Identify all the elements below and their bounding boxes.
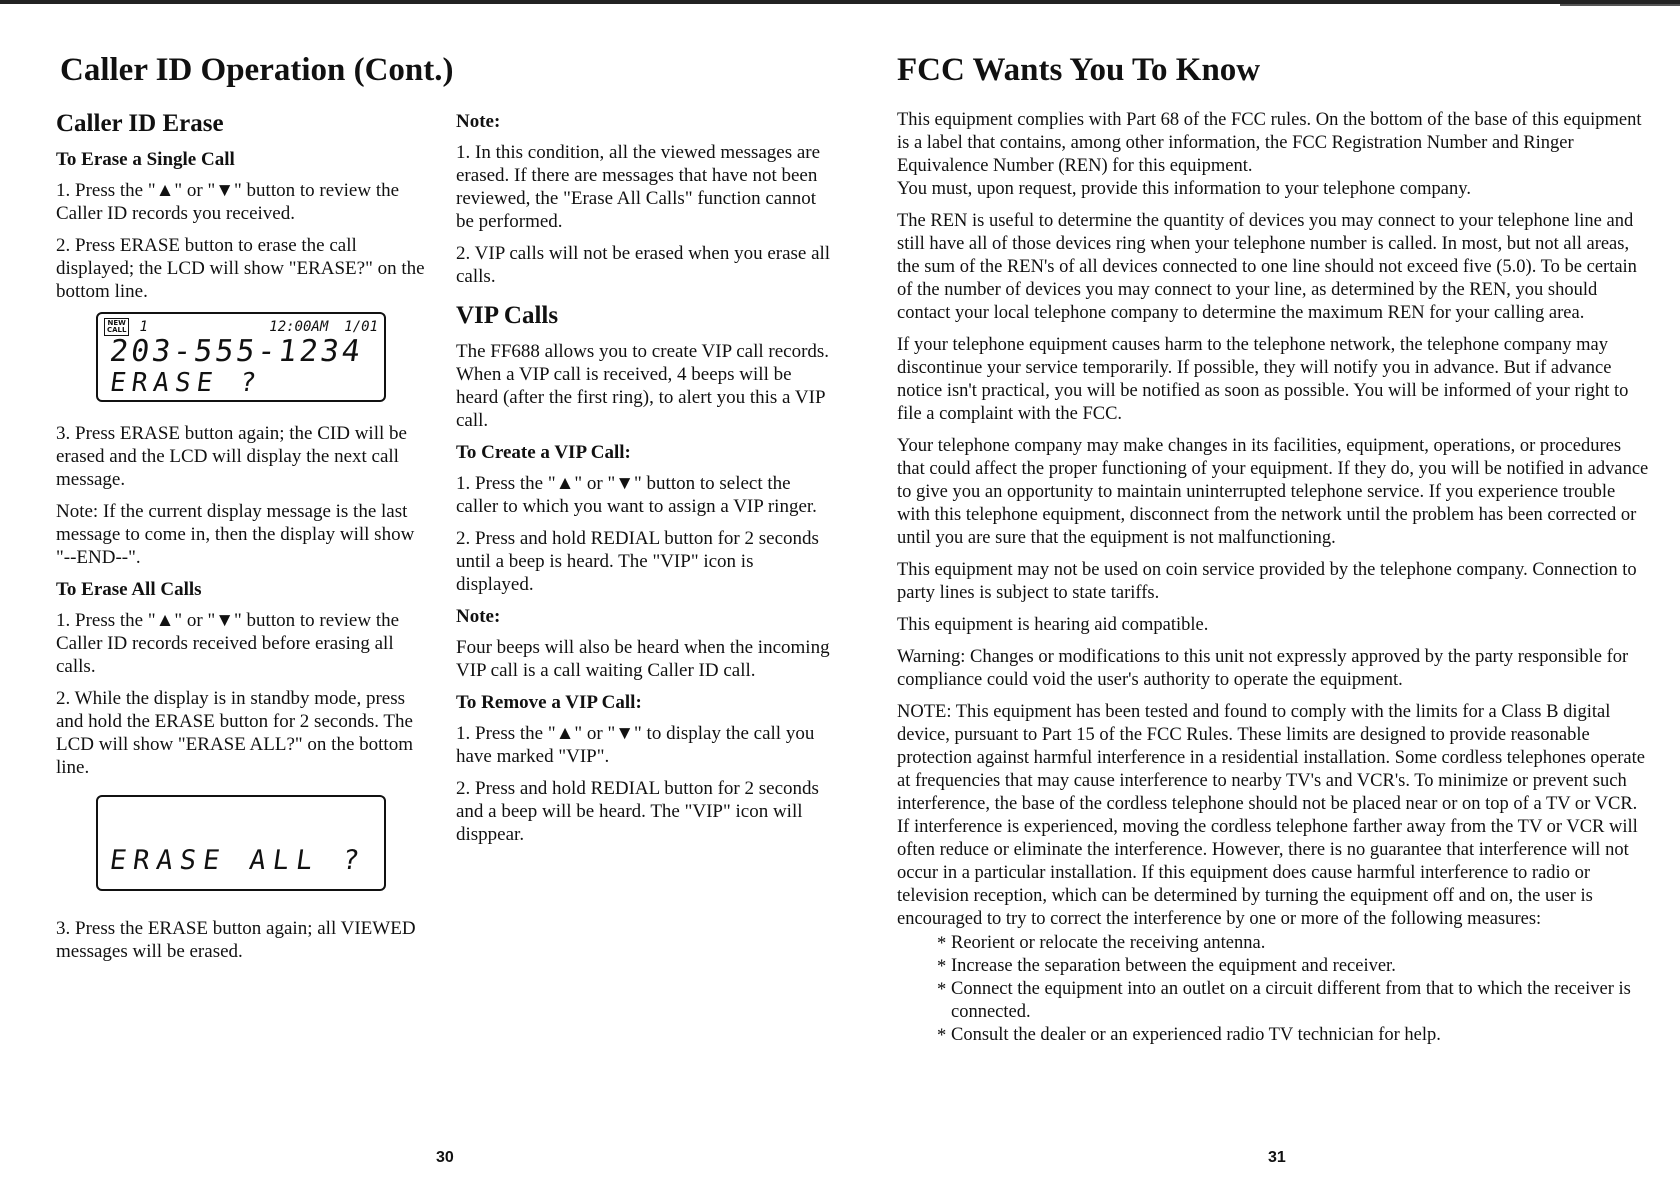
remove-vip-step: 2. Press and hold REDIAL button for 2 seconds and a beep will be heard. The "VIP" icon will disppear. bbox=[456, 778, 819, 845]
lcd-call-count: 1 bbox=[139, 318, 148, 335]
erase-all-step: 2. While the display is in standby mode, press and hold the ERASE button for 2 seconds. The LCD will show "ERASE ALL?" on the bottom line. bbox=[56, 688, 413, 778]
fcc-paragraph: The REN is useful to determine the quantity of devices you may connect to your telephone line and still have all of those devices ring when your telephone number is called. In most, but not all areas, the sum of the REN's of all devices connected to one line should not exceed five (5.0). To be certain of the number of devices you may connect to your line, as determined by the REN, you should contact your local telephone company to determine the maximum REN for your calling area. bbox=[897, 211, 1637, 323]
erase-all-step: 3. Press the ERASE button again; all VIEWED messages will be erased. bbox=[56, 918, 416, 962]
lcd-time: 12:00AM bbox=[269, 318, 329, 335]
vip-calls-column bbox=[456, 110, 831, 855]
right-page-title: FCC Wants You To Know bbox=[897, 52, 1261, 88]
erase-single-step: 3. Press ERASE button again; the CID will be erased and the LCD will display the next call message. bbox=[56, 423, 407, 490]
erase-single-step: 2. Press ERASE button to erase the call displayed; the LCD will show "ERASE?" on the bottom line. bbox=[56, 235, 425, 302]
vip-calls-heading: VIP Calls bbox=[456, 302, 559, 329]
remove-vip-step: 1. Press the "▲" or "▼" to display the call you have marked "VIP". bbox=[456, 723, 815, 767]
fcc-paragraph: This equipment may not be used on coin service provided by the telephone company. Connection to party lines is subject to state tariffs. bbox=[897, 560, 1637, 603]
create-vip-heading: To Create a VIP Call: bbox=[456, 442, 631, 463]
fcc-paragraph: Your telephone company may make changes in its facilities, equipment, operations, or procedures that could affect the proper functioning of your equipment. If they do, you will be notified in advance to give you an opportunity to maintain uninterrupted telephone service. If you experience trouble with this telephone equipment, disconnect from the network until the problem has been corrected or until you are sure that the equipment is not malfunctioning. bbox=[897, 436, 1649, 548]
caller-id-erase-column bbox=[56, 110, 426, 972]
fcc-paragraph: Warning: Changes or modifications to this unit not expressly approved by the party responsible for compliance could void the user's authority to operate the equipment. bbox=[897, 647, 1629, 690]
page-number-right: 31 bbox=[1268, 1149, 1286, 1166]
scan-top-border-right bbox=[1560, 4, 1680, 6]
measure-item: * Increase the separation between the equipment and receiver. bbox=[937, 955, 1652, 978]
note-item: 1. In this condition, all the viewed messages are erased. If there are messages that have not been reviewed, the "Erase All Calls" function cannot be performed. bbox=[456, 142, 821, 232]
erase-single-step: 1. Press the "▲" or "▼" button to review the Caller ID records you received. bbox=[56, 180, 400, 224]
measure-item: * Reorient or relocate the receiving antenna. bbox=[937, 932, 1652, 955]
page-number-left: 30 bbox=[436, 1149, 454, 1166]
fcc-paragraph: If your telephone equipment causes harm to the telephone network, the telephone company may discontinue your service temporarily. If possible, they will notify you in advance. But if advance notice isn't practical, you will be notified as soon as possible. You will be informed of your right to file a complaint with the FCC. bbox=[897, 335, 1629, 424]
erase-all-step: 1. Press the "▲" or "▼" button to review the Caller ID records received before erasing all calls. bbox=[56, 610, 400, 677]
note-item: 2. VIP calls will not be erased when you erase all calls. bbox=[456, 243, 831, 287]
erase-single-note: Note: If the current display message is the last message to come in, then the display will show "--END--". bbox=[56, 501, 415, 568]
lcd-display-erase-all bbox=[96, 795, 386, 891]
lcd-message-line: ERASE ALL ? bbox=[107, 845, 368, 876]
fcc-paragraph: You must, upon request, provide this information to your telephone company. bbox=[897, 179, 1471, 199]
left-page-title: Caller ID Operation (Cont.) bbox=[60, 52, 454, 88]
vip-intro: The FF688 allows you to create VIP call records. When a VIP call is received, 4 beeps will be heard (after the first ring), to alert you this a VIP call. bbox=[456, 341, 830, 431]
remove-vip-heading: To Remove a VIP Call: bbox=[456, 692, 642, 713]
fcc-paragraph: NOTE: This equipment has been tested and found to comply with the limits for a Class B digital device, pursuant to Part 15 of the FCC Rules. These limits are designed to provide reasonable protection against harmful interference in a residential installation. Some cordless telephones operate at frequencies that may cause interference to nearby TV's and VCR's. To minimize or prevent such interference, the base of the cordless telephone should not be placed near or on top of a TV or VCR. If interference is experienced, moving the cordless telephone farther away from the TV or VCR will often reduce or eliminate the interference. However, there is no guarantee that interference will not occur in a particular installation. If this equipment does cause harmful interference to radio or television reception, which can be determined by turning the equipment off and on, the user is encouraged to try to correct the interference by one or more of the following measures: bbox=[897, 702, 1645, 929]
fcc-paragraph: This equipment complies with Part 68 of the FCC rules. On the bottom of the base of this equipment is a label that contains, among other information, the FCC Registration Number and Ringer Equivalence Number (REN) for this equipment. bbox=[897, 110, 1642, 176]
new-call-icon: NEW CALL bbox=[104, 318, 129, 336]
fcc-paragraph: This equipment is hearing aid compatible. bbox=[897, 615, 1209, 635]
create-vip-step: 2. Press and hold REDIAL button for 2 seconds until a beep is heard. The "VIP" icon is displayed. bbox=[456, 528, 819, 595]
vip-note-text: Four beeps will also be heard when the incoming VIP call is a call waiting Caller ID call. bbox=[456, 637, 830, 681]
vip-note-heading: Note: bbox=[456, 606, 501, 627]
interference-measures-list bbox=[937, 932, 1652, 1047]
erase-all-heading: To Erase All Calls bbox=[56, 579, 202, 600]
fcc-notice-column bbox=[897, 109, 1652, 1047]
lcd-message-line: ERASE ? bbox=[107, 368, 264, 398]
erase-single-heading: To Erase a Single Call bbox=[56, 149, 235, 170]
create-vip-step: 1. Press the "▲" or "▼" button to select the caller to which you want to assign a VIP ringer. bbox=[456, 473, 817, 517]
measure-item: * Connect the equipment into an outlet on a circuit different from that to which the receiver is connected. bbox=[937, 978, 1652, 1024]
note-heading: Note: bbox=[456, 111, 501, 132]
caller-id-erase-heading: Caller ID Erase bbox=[56, 110, 224, 137]
measure-item: * Consult the dealer or an experienced radio TV technician for help. bbox=[937, 1024, 1652, 1047]
lcd-date: 1/01 bbox=[344, 318, 378, 335]
scan-top-border bbox=[0, 0, 1680, 4]
lcd-number-line: 203-555-1234 bbox=[107, 334, 366, 369]
lcd-display-erase bbox=[96, 312, 386, 402]
